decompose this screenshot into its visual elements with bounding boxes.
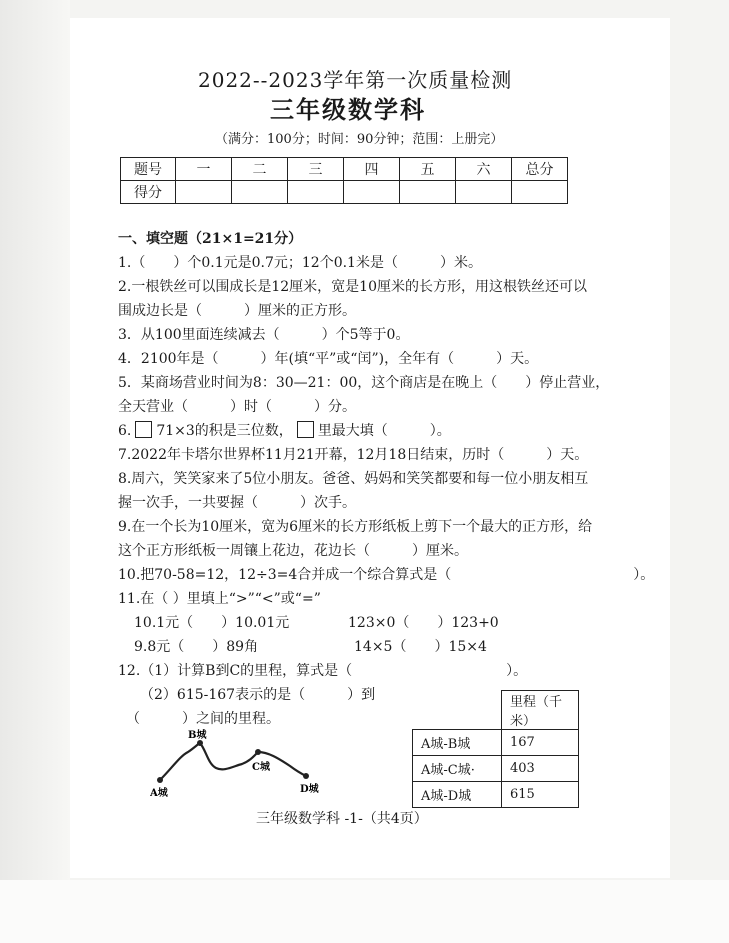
- scan-edge: [0, 0, 70, 880]
- table-corner: [413, 691, 502, 730]
- score-input-cell[interactable]: [512, 181, 568, 204]
- exam-title: 2022--2023学年第一次质量检测: [198, 68, 513, 92]
- route-cell: A城-B城: [413, 730, 502, 756]
- scan-bottom: [0, 880, 729, 943]
- question-line: 8.周六，笑笑家来了5位小朋友。爸爸、妈妈和笑笑都要和每一位小朋友相互: [118, 471, 589, 487]
- city-b-label: B城: [188, 730, 207, 741]
- city-d-dot: [303, 773, 309, 779]
- score-cell: 三: [288, 158, 344, 181]
- score-cell: 二: [232, 158, 288, 181]
- table-header: 里程（千米）: [502, 691, 579, 730]
- table-row: [413, 730, 579, 756]
- question-line: 11.在（ ）里填上“>”“<”或“=”: [118, 591, 321, 607]
- compare-item: 10.1元（ ）10.01元: [134, 615, 290, 631]
- route-cell: A城-D城: [413, 782, 502, 808]
- question-text: 里最大填（ ）。: [317, 423, 451, 439]
- compare-item: 14×5（ ）15×4: [354, 639, 487, 655]
- exam-subtitle: 三年级数学科: [270, 95, 426, 124]
- question-line: 3．从100里面连续减去（ ）个5等于0。: [118, 327, 410, 343]
- compare-item: 123×0（ ）123+0: [348, 615, 499, 631]
- city-c-label: C城: [252, 762, 270, 773]
- route-map: [150, 728, 340, 803]
- table-row: [413, 691, 579, 730]
- question-line: 2.一根铁丝可以围成长是12厘米，宽是10厘米的长方形，用这根铁丝还可以: [118, 279, 587, 295]
- answer-box[interactable]: [297, 421, 314, 438]
- score-cell: 六: [456, 158, 512, 181]
- score-input-cell[interactable]: [288, 181, 344, 204]
- score-input-cell[interactable]: [456, 181, 512, 204]
- score-cell: 题号: [121, 158, 176, 181]
- question-line: （ ）之间的里程。: [126, 711, 280, 727]
- question-line: 12.（1）计算B到C的里程，算式是（ ）。: [118, 663, 528, 679]
- score-cell: 得分: [121, 181, 176, 204]
- km-cell: 403: [502, 756, 579, 782]
- question-line: 9.在一个长为10厘米，宽为6厘米的长方形纸板上剪下一个最大的正方形，给: [118, 519, 593, 535]
- route-line: [160, 743, 306, 780]
- distance-table: [412, 690, 579, 808]
- score-table: [120, 157, 568, 204]
- answer-box[interactable]: [135, 421, 152, 438]
- question-line: 全天营业（ ）时（ ）分。: [118, 399, 356, 415]
- city-c-dot: [255, 749, 261, 755]
- score-value-row: [121, 181, 568, 204]
- question-line: 5．某商场营业时间为8：30—21：00，这个商店是在晚上（ ）停止营业，: [118, 375, 610, 391]
- question-text: 71×3的积是三位数，: [156, 423, 293, 439]
- score-cell: 五: [400, 158, 456, 181]
- page-footer: 三年级数学科 -1-（共4页）: [256, 811, 428, 827]
- question-line: （2）615-167表示的是（ ）到: [140, 687, 376, 703]
- km-cell: 167: [502, 730, 579, 756]
- question-6: [118, 420, 451, 440]
- score-cell: 四: [344, 158, 400, 181]
- question-line: 1.（ ）个0.1元是0.7元；12个0.1米是（ ）米。: [118, 255, 482, 271]
- route-cell: A城-C城·: [413, 756, 502, 782]
- city-a-dot: [157, 777, 163, 783]
- question-line: 4．2100年是（ ）年(填“平”或“闰”)，全年有（ ）天。: [118, 351, 539, 367]
- table-row: [413, 782, 579, 808]
- question-line: 7.2022年卡塔尔世界杯11月21开幕，12月18日结束，历时（ ）天。: [118, 447, 589, 463]
- score-input-cell[interactable]: [232, 181, 288, 204]
- compare-item: 9.8元（ ）89角: [134, 639, 259, 655]
- question-line: 这个正方形纸板一周镶上花边，花边长（ ）厘米。: [118, 543, 468, 559]
- section-heading: 一、填空题（21×1=21分）: [118, 231, 303, 247]
- question-number: 6.: [118, 423, 132, 439]
- score-cell: 总分: [512, 158, 568, 181]
- score-header-row: [121, 158, 568, 181]
- question-line: 围成边长是（ ）厘米的正方形。: [118, 303, 356, 319]
- city-d-label: D城: [300, 784, 319, 795]
- table-row: [413, 756, 579, 782]
- exam-info: （满分：100分；时间：90分钟；范围：上册完）: [215, 132, 504, 147]
- score-cell: 一: [176, 158, 232, 181]
- score-input-cell[interactable]: [176, 181, 232, 204]
- city-a-label: A城: [150, 788, 168, 799]
- question-line: 10.把70-58=12，12÷3=4合并成一个综合算式是（ ）。: [118, 567, 655, 583]
- score-input-cell[interactable]: [344, 181, 400, 204]
- score-input-cell[interactable]: [400, 181, 456, 204]
- question-line: 握一次手，一共要握（ ）次手。: [118, 495, 356, 511]
- km-cell: 615: [502, 782, 579, 808]
